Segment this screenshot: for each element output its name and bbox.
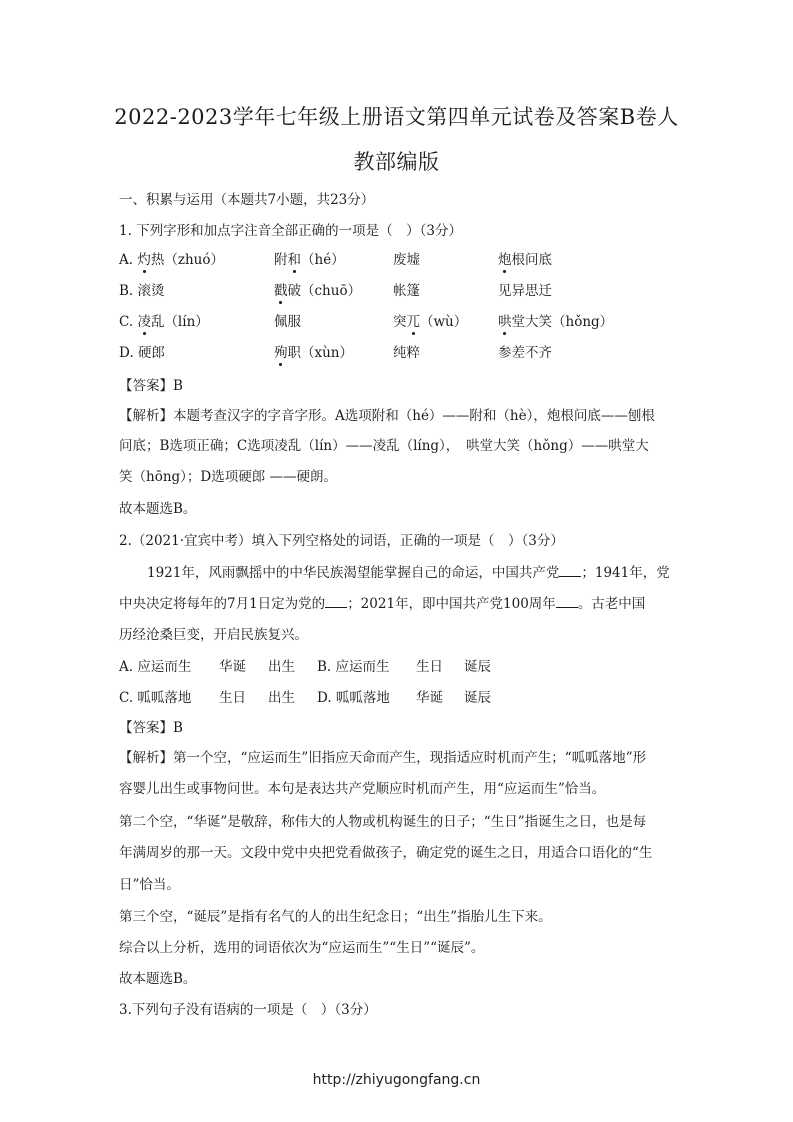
option-label: A. (119, 252, 138, 268)
dotted-character: 和 (287, 252, 301, 268)
question-1-analysis-line: 【解析】本题考查汉字的字音字形。A选项附和（hé）——附和（hè），炮根问底——刨根 (119, 408, 655, 424)
option-word (393, 248, 420, 268)
option-word (498, 279, 552, 299)
option-row-label (119, 248, 224, 268)
option-row-label (119, 341, 165, 361)
option-word: A. 应运而生 (119, 659, 192, 675)
dotted-character: 哄 (498, 314, 512, 330)
question-2-passage-line (119, 592, 645, 612)
passage-text: 1921年，风雨飘摇中的中华民族渴望能掌握自己的命运，中国共产党 (147, 565, 560, 581)
word-text: （hé） (301, 252, 345, 268)
word-text: 硬郎 (137, 345, 165, 361)
passage-text: ；2021年，即中国共产党100周年 (347, 596, 556, 612)
dotted-character: 灼 (137, 252, 151, 268)
option-word (274, 279, 361, 299)
question-2-analysis-line: 年满周岁的那一天。文段中党中央把党看做孩子，确定党的诞生之日，用适合口语化的“生 (119, 845, 653, 861)
option-word: 出生 (268, 690, 295, 706)
question-2-analysis-line: 第二个空，“华诞”是敬辞，称伟大的人物或机构诞生的日子；“生日”指诞生之日，也是每 (119, 814, 647, 830)
option-word: D. 呱呱落地 (317, 690, 390, 706)
question-2-stem: 2.（2021·宜宾中考）填入下列空格处的词语，正确的一项是（ ）（3分） (119, 533, 564, 549)
fill-blank (559, 564, 581, 577)
question-3-stem: 3.下列句子没有语病的一项是（ ）（3分） (119, 1002, 377, 1018)
word-text: 突 (393, 314, 407, 330)
option-label: C. (119, 314, 138, 330)
word-text: 佩服 (274, 314, 301, 330)
dotted-character: 戳 (274, 283, 288, 299)
word-text: 参差不齐 (498, 345, 552, 361)
question-2-passage-line (147, 561, 670, 581)
word-text: 滚烫 (137, 283, 165, 299)
question-2-analysis-line: 【解析】第一个空，“应运而生”旧指应天命而产生，现指适应时机而产生；“呱呱落地”形 (119, 750, 647, 766)
dotted-character: 兀 (406, 314, 420, 330)
option-word (393, 279, 420, 299)
question-1-stem: 1. 下列字形和加点字注音全部正确的一项是（ ）（3分） (119, 223, 463, 239)
word-text: 破（chuō） (287, 283, 362, 299)
option-word (393, 341, 420, 361)
question-1-analysis-line: 笑（hōng）；D选项硬郎 ——硬朗。 (119, 469, 338, 485)
question-2-conclusion: 故本题选B。 (119, 971, 197, 987)
question-1-analysis-line: 问底；B选项正确；C选项凌乱（lín）——凌乱（líng）， 哄堂大笑（hǒng）——哄堂大 (119, 438, 649, 454)
option-word (274, 341, 353, 361)
document-title-continued: 教部编版 (353, 150, 440, 174)
option-label: B. (119, 283, 138, 299)
option-word: 生日 (416, 659, 443, 675)
question-2-analysis-line: 综合以上分析，选用的词语依次为“应运而生”“生日”“诞辰”。 (119, 940, 485, 956)
option-row-label (119, 279, 165, 299)
option-word (393, 310, 467, 330)
word-text: 纯粹 (393, 345, 420, 361)
question-1-answer: 【答案】B (119, 378, 183, 394)
fill-blank (325, 595, 347, 608)
question-1-conclusion: 故本题选B。 (119, 501, 197, 517)
question-2-answer: 【答案】B (119, 720, 183, 736)
option-word (274, 248, 345, 268)
word-text: （wù） (420, 314, 468, 330)
word-text: 堂大笑（hǒng） (511, 314, 614, 330)
option-word (274, 310, 301, 330)
passage-text: ；1941年，党 (581, 565, 670, 581)
option-row-label (119, 310, 209, 330)
option-word (498, 341, 552, 361)
option-word: 生日 (219, 690, 246, 706)
question-2-analysis-line: 第三个空，“诞辰”是指有名气的人的出生纪念日；“出生”指胎儿生下来。 (119, 909, 552, 925)
footer-url: http://zhiyugongfang.cn (312, 1072, 481, 1088)
question-2-analysis-line: 日”恰当。 (119, 877, 180, 893)
option-word (498, 248, 552, 268)
option-word: C. 呱呱落地 (119, 690, 192, 706)
dotted-character: 凌 (137, 314, 151, 330)
word-text: 见异思迁 (498, 283, 552, 299)
dotted-character: 殉 (274, 345, 288, 361)
word-text: 乱（lín） (150, 314, 209, 330)
question-2-passage-line: 历经沧桑巨变，开启民族复兴。 (119, 627, 308, 643)
section-heading: 一、积累与运用（本题共7小题，共23分） (119, 192, 375, 208)
word-text: 职（xùn） (287, 345, 354, 361)
option-word: 出生 (268, 659, 295, 675)
fill-blank (556, 595, 578, 608)
word-text: 废墟 (393, 252, 420, 268)
word-text: 帐篷 (393, 283, 420, 299)
document-title: 2022-2023学年七年级上册语文第四单元试卷及答案B卷人 (114, 105, 679, 129)
passage-text: 。古老中国 (577, 596, 646, 612)
dotted-character: 炮 (498, 252, 512, 268)
option-word: 华诞 (416, 690, 443, 706)
option-word: 华诞 (219, 659, 246, 675)
option-word: 诞辰 (464, 690, 491, 706)
passage-text: 中央决定将每年的7月1日定为党的 (119, 596, 326, 612)
option-word (498, 310, 613, 330)
word-text: 根问底 (511, 252, 552, 268)
word-text: 附 (274, 252, 288, 268)
option-word: 诞辰 (464, 659, 491, 675)
question-2-analysis-line: 容婴儿出生或事物问世。本句是表达共产党顺应时机而产生，用“应运而生”恰当。 (119, 781, 606, 797)
option-word: B. 应运而生 (317, 659, 390, 675)
word-text: 热（zhuó） (150, 252, 224, 268)
option-label: D. (119, 345, 138, 361)
